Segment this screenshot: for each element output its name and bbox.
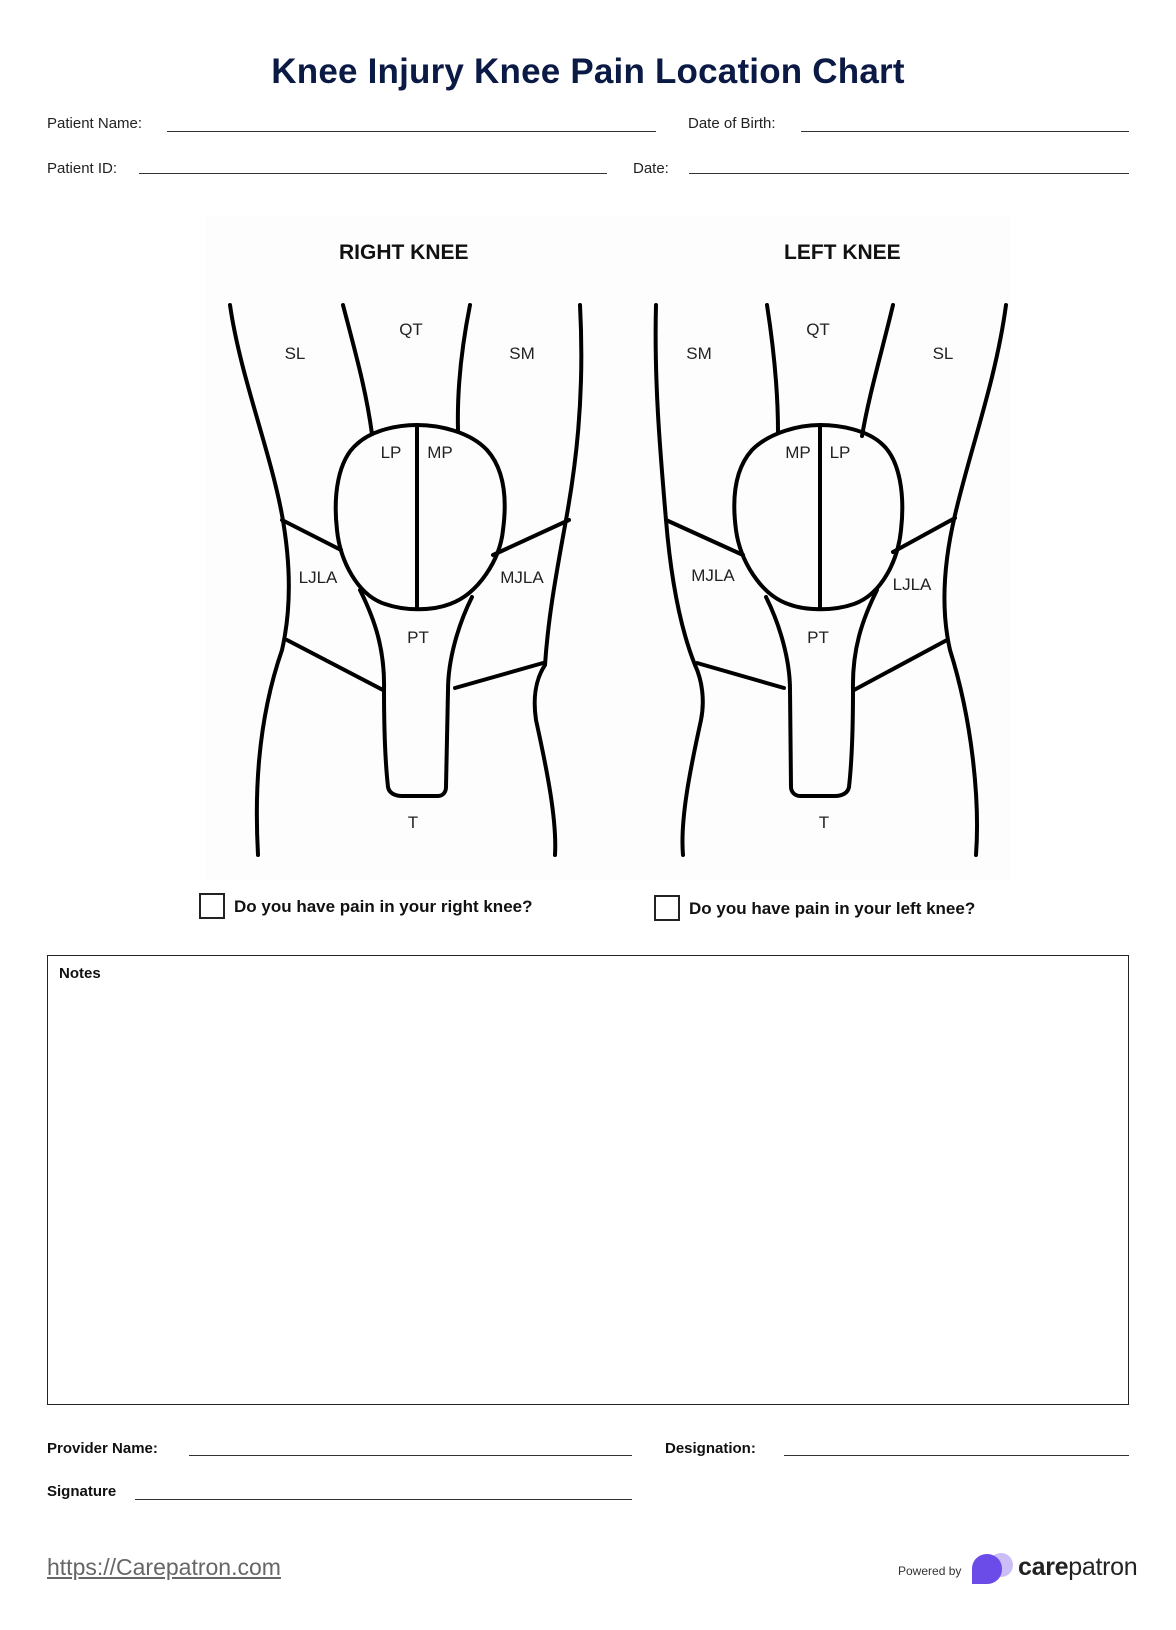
zone-label-pt: PT — [807, 628, 829, 647]
notes-box[interactable] — [47, 955, 1129, 1405]
zone-label-ljla: LJLA — [298, 568, 338, 587]
zone-label-lp: LP — [829, 443, 851, 462]
zone-label-sm: SM — [686, 344, 712, 363]
zone-label-mp: MP — [785, 443, 811, 462]
zone-label-mjla: MJLA — [500, 568, 544, 587]
carepatron-link[interactable]: https://Carepatron.com — [47, 1554, 281, 1580]
provider-name-label: Provider Name: — [47, 1440, 158, 1457]
right-knee-pain-question: Do you have pain in your right knee? — [234, 897, 533, 916]
right-knee-pain-checkbox[interactable] — [199, 893, 225, 919]
zone-label-lp: LP — [380, 443, 402, 462]
page-title: Knee Injury Knee Pain Location Chart — [271, 52, 905, 91]
right-knee-zone-labels — [285, 320, 545, 832]
zone-label-sl: SL — [932, 344, 954, 363]
left-knee-pain-checkbox[interactable] — [654, 895, 680, 921]
zone-label-ljla: LJLA — [892, 575, 932, 594]
date-of-birth-label: Date of Birth: — [688, 115, 776, 132]
carepatron-logo-text: carepatron — [1018, 1553, 1138, 1581]
patient-id-label: Patient ID: — [47, 160, 118, 177]
patient-name-label: Patient Name: — [47, 115, 143, 132]
zone-label-qt: QT — [806, 320, 830, 339]
signature-field[interactable] — [135, 1499, 632, 1500]
zone-label-pt: PT — [407, 628, 429, 647]
zone-label-mjla: MJLA — [691, 566, 735, 585]
zone-label-sm: SM — [509, 344, 535, 363]
zone-label-t: T — [407, 813, 419, 832]
powered-by-label: Powered by — [898, 1564, 962, 1578]
carepatron-logo-icon — [968, 1552, 1016, 1586]
designation-label: Designation: — [665, 1440, 756, 1457]
designation-field[interactable] — [784, 1455, 1129, 1456]
date-label: Date: — [633, 160, 669, 177]
zone-label-t: T — [818, 813, 830, 832]
zone-label-qt: QT — [399, 320, 423, 339]
zone-label-sl: SL — [284, 344, 306, 363]
right-knee-title: RIGHT KNEE — [339, 241, 469, 264]
signature-label: Signature — [47, 1483, 117, 1500]
notes-label: Notes — [59, 965, 101, 982]
provider-name-field[interactable] — [189, 1455, 632, 1456]
left-knee-title: LEFT KNEE — [784, 241, 901, 264]
left-knee-pain-question: Do you have pain in your left knee? — [689, 899, 976, 918]
zone-label-mp: MP — [427, 443, 453, 462]
